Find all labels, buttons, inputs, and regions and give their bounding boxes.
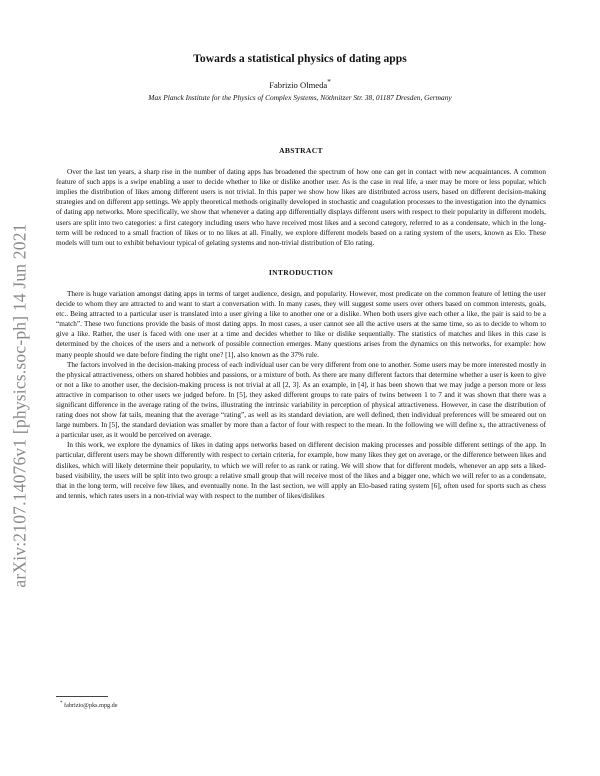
author-footnote-mark: * (327, 78, 331, 86)
abstract-text: Over the last ten years, a sharp rise in the number of dating apps has broadened the spectrum of how one can get in contact with new acquaintances. A common feature of such apps is a swipe enabling a user to decide whether to like or dislike another user. As is the case in real life, a user may be more or less popular, which implies the distribution of likes among different users is not trivial. In this paper we show how likes are distributed across users, based on different decision-making strategies and on different app settings. We apply theoretical methods originally developed in stochastic and coagulation processes to the investigation into the dynamics of dating app networks. More specifically, we show that whenever a dating app differentially displays different users with respect to their popularity in different models, users are split into two categories: a first category including users who have received most likes and a second category, referred to as a condensate, which in the long-term will be reduced to a small fraction of likes or to no likes at all. Finally, we explore different models based on a rating system of the users, known as Elo. These models will turn out to exhibit behaviour typical of gelating systems and non-trivial distribution of Elo rating. (56, 168, 546, 247)
paper-body (56, 146, 546, 501)
arxiv-identifier-text: arXiv:2107.14076v1 [physics.soc-ph] 14 Jun 2021 (9, 222, 30, 588)
intro-paragraph: There is huge variation amongst dating apps in terms of target audience, design, and popularity. However, most predicate on the common feature of letting the user decide to whom they are attracted to and want to start a conversation with. In many cases, they will suggest some users over others based on common interests, goals, etc.. Being attracted to a particular user is translated into a user giving a like to another one or a dislike. When both users give each other a like, the pair is said to be a “match”. These two functions provide the basis of most dating apps. In most cases, a user cannot see all the active users at the same time, so as to decide to whom to give a like. Rather, the user is faced with one user at a time and decides whether to like or dislike sequentially. The statistics of matches and likes in this case is determined by the choices of the users and a network of possible connection emerges. Many questions arises from the dynamics on this networks, for example: how many people should we date before finding the right one? [1], also known as the 37% rule. (56, 289, 546, 359)
author-line (60, 78, 540, 90)
introduction-section (56, 268, 546, 501)
intro-paragraph: In this work, we explore the dynamics of likes in dating apps networks based on different decision making processes and possible different settings of the app. In particular, different users may be shown differently with respect to certain criteria, for example, how many likes they get on average, or the difference between likes and dislikes, which will likely determine their popularity, to which we will refer to as rank or rating. We will show that for different models, whenever an app sets a liked-based visibility, the users will be split into two group: a relative small group that will receive most of the likes and a bigger one, which we will refer to as a condensate, that in the long term, will receive few likes, and eventually none. In the last section, we will apply an Elo-based rating system [6], often used for sports such as chess and tennis, which rates users in a non-trivial way with respect to the number of likes/dislikes (56, 441, 546, 500)
author-affiliation: Max Planck Institute for the Physics of Complex Systems, Nöthnitzer Str. 38, 01187 Dresden, Germany (148, 92, 452, 102)
intro-paragraph: The factors involved in the decision-making process of each individual user can be very different from one to another. Some users may be more interested mostly in the physical attractiveness, others on shared hobbies and passions, or a mixture of both. As there are many different factors that determine whether a user is keen to give or not a like to another user, the decision-making process is not trivial at all [2, 3]. As an example, in [4], it has been shown that we may judge a person more or less attractive in comparison to other users we judged before. In [5], they asked different groups to rate pairs of twins between 1 to 7 and it was shown that there was a significant difference in the average rating of the twins, illustrating the intrinsic variability in perception of physical attractiveness. However, in case the distribution of rating does not show fat tails, meaning that the average “rating”, as well as its standard deviation, are well defined, then individual preferences will be smeared out on large numbers. In [5], the standard deviation was smaller by more than a factor of four with respect to the mean. In the following we will define xᵢ, the attractiveness of a particular user, as it would be perceived on average. (56, 360, 546, 440)
footnote-email-link[interactable]: fabrizio@pks.mpg.de (64, 702, 118, 710)
arxiv-identifier-stamp (5, 195, 35, 615)
paper-header (60, 52, 540, 102)
abstract-heading: ABSTRACT (279, 146, 323, 155)
paper-title: Towards a statistical physics of dating apps (193, 52, 407, 65)
footnote-divider (56, 696, 108, 697)
author-name: Fabrizio Olmeda (269, 79, 328, 90)
abstract-section (56, 146, 546, 248)
footnote (60, 701, 118, 709)
footnote-mark: * (60, 701, 63, 706)
introduction-heading: INTRODUCTION (268, 267, 334, 277)
